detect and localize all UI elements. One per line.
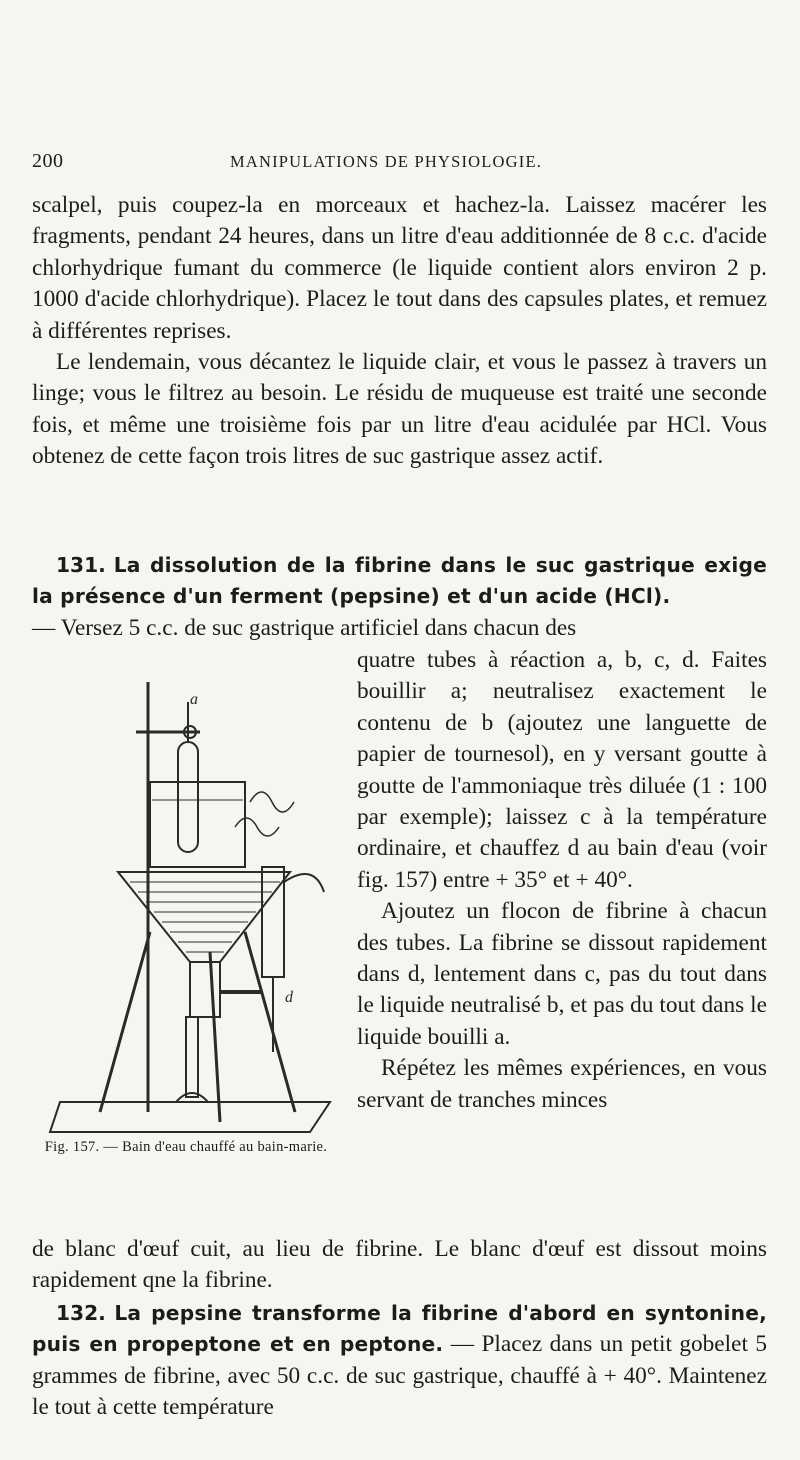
section-131-heading (32, 550, 767, 613)
side-hose (284, 874, 324, 892)
figure-157-water-bath-illustration (40, 672, 340, 1142)
label-a: a (190, 691, 198, 708)
section-131-para-2: Ajoutez un flocon de fibrine à chacun des tubes. La fibrine se dissout rapidement dans d, lentement dans c, pas du tout dans le liquide neutralisé b, et pas du tout dans le liquide bouilli a. (357, 898, 767, 1050)
section-132-title: La pepsine transforme la fibrine d'abord en syntonine, puis en propeptone et en peptone. (32, 1301, 768, 1357)
label-d: d (285, 989, 293, 1006)
section-131-para-1: quatre tubes à réaction a, b, c, d. Faites bouillir a; neutralisez exactement le contenu de b (ajoutez une languette de papier de tournesol), en y versant goutte à goutte de l'ammoniaque très diluée (1 : 100 par exemple); laissez c à la température ordinaire, et chauffez d au bain d'eau (voir fig. 157) entre + 35° et + 40°. (357, 647, 767, 893)
water-bath-drawing (40, 672, 340, 1142)
test-tube (178, 742, 198, 852)
section-131-title: La dissolution de la fibrine dans le suc gastrique exige la présence d'un ferment (pepsine) et d'un acide (HCl). (32, 553, 767, 609)
burner (186, 1017, 198, 1097)
section-131-lead: — Versez 5 c.c. de suc gastrique artificiel dans chacun des (32, 614, 577, 641)
section-132-number: 132. (56, 1301, 106, 1325)
section-132-paragraph (32, 1298, 767, 1424)
section-132-block (32, 1298, 767, 1424)
section-132-text: — Placez dans un petit gobelet 5 grammes de fibrine, avec 50 c.c. de suc gastrique, chauffé à + 40°. Maintenez le tout à cette température (32, 1331, 767, 1421)
tripod-leg-right (245, 932, 295, 1112)
opening-paragraph-block (32, 190, 767, 473)
bath-funnel (118, 872, 290, 962)
section-131-tail-text: de blanc d'œuf cuit, au lieu de fibrine. Le blanc d'œuf est dissout moins rapidement qne la fibrine. (32, 1236, 767, 1294)
running-title: MANIPULATIONS DE PHYSIOLOGIE. (230, 152, 543, 171)
tripod-leg-left (100, 932, 150, 1112)
figure-caption: Fig. 157. — Bain d'eau chauffé au bain-marie. (44, 1139, 328, 1155)
section-131-tail (32, 1234, 767, 1297)
base-plate (50, 1102, 330, 1132)
running-head (32, 150, 772, 180)
paragraph-2: Le lendemain, vous décantez le liquide clair, et vous le passez à travers un linge; vous le filtrez au besoin. Le résidu de muqueuse est traité une seconde fois, et même une troisième fois par un litre d'eau acidulée par HCl. Vous obtenez de cette façon trois litres de suc gastrique assez actif. (32, 349, 767, 470)
steam-2 (235, 818, 279, 836)
page-number: 200 (32, 150, 64, 172)
section-131-number: 131. (56, 553, 106, 577)
steam-1 (250, 792, 294, 812)
section-131-para-3: Répétez les mêmes expériences, en vous servant de tranches minces (357, 1055, 767, 1113)
funnel-stem (190, 962, 220, 1017)
paragraph-1: scalpel, puis coupez-la en morceaux et hachez-la. Laissez macérer les fragments, pendant 24 heures, dans un litre d'eau additionnée de 8 c.c. d'acide chlorhydrique fumant du commerce (le liquide contient alors environ 2 p. 1000 d'acide chlorhydrique). Placez le tout dans des capsules plates, et remuez à différentes reprises. (32, 192, 767, 344)
section-131-block (32, 550, 767, 644)
section-131-wrap-text (357, 645, 767, 1116)
tripod-leg-back (210, 952, 220, 1122)
